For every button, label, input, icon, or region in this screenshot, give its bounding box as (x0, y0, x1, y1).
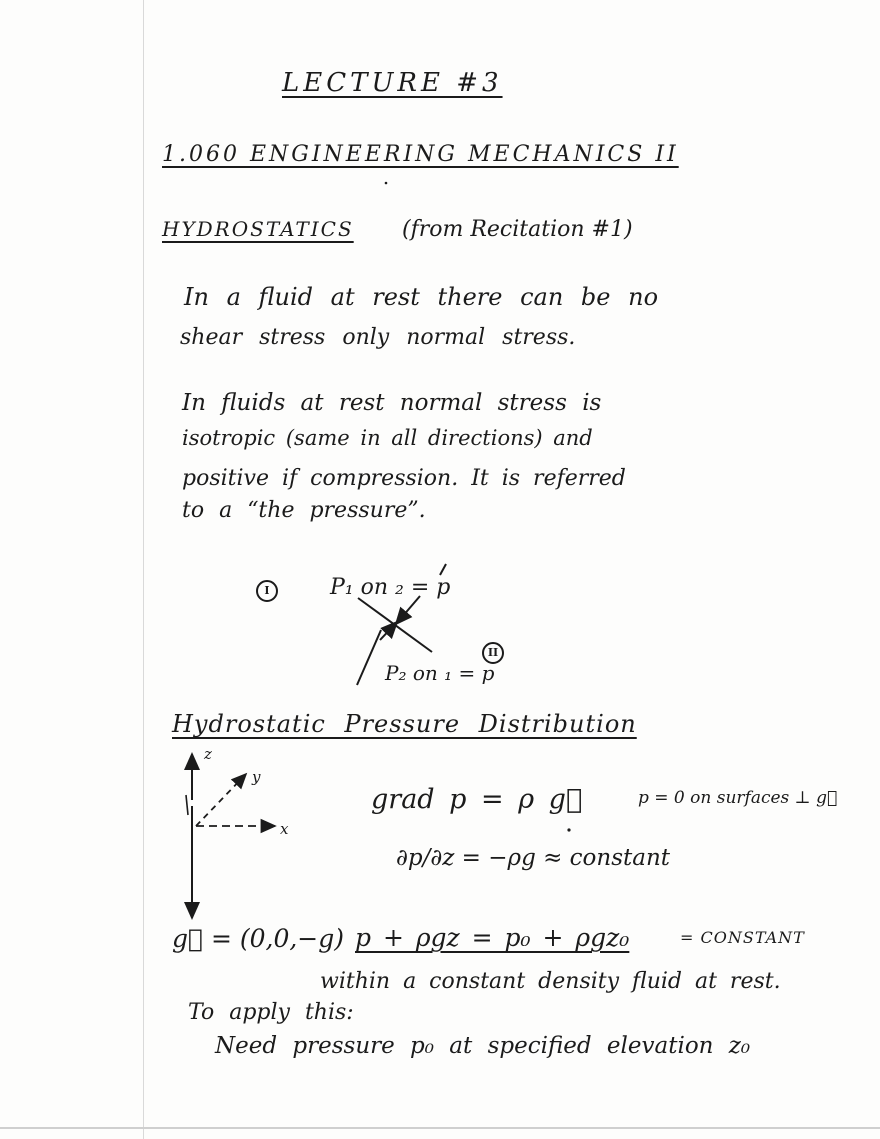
within-note: within a constant density fluid at rest. (320, 969, 781, 994)
force-label-b: P₂ on ₁ = p (385, 661, 495, 685)
region-marker-2: II (482, 642, 504, 664)
axis-x-label: x (280, 820, 289, 838)
para2-line3: positive if compression. It is referred (182, 466, 626, 491)
force-arrow-up (380, 622, 397, 640)
hydrostatic-equation: p + ρgz = p₀ + ρgz₀ (355, 923, 630, 952)
surface-note: p = 0 on surfaces ⊥ g⃗ (638, 788, 838, 808)
apply-heading: To apply this: (188, 1000, 354, 1025)
force-label-a: P₁ on ₂ = p (330, 575, 451, 600)
gravity-vector: g⃗ = (0,0,−g) (172, 924, 345, 953)
need-line: Need pressure p₀ at specified elevation z₀ (215, 1033, 751, 1059)
force-arrow-down (396, 596, 420, 624)
para2-line1: In fluids at rest normal stress is (182, 390, 602, 416)
para2-line4: to a “the pressure”. (182, 498, 426, 523)
derivative-equation: ∂p/∂z = −ρg ≈ constant (396, 845, 671, 871)
lecture-title: LECTURE #3 (282, 68, 503, 98)
section-heading: Hydrostatic Pressure Distribution (172, 710, 637, 738)
para1-line2: shear stress only normal stress. (180, 325, 576, 350)
para2-line2: isotropic (same in all directions) and (182, 426, 593, 450)
para1-line1: In a fluid at rest there can be no (184, 283, 659, 311)
y-axis-arrow (196, 774, 246, 826)
grad-equation: grad p = ρ g⃗ (371, 784, 583, 815)
z-axis-tick (186, 795, 188, 815)
grad-dot (567, 828, 570, 831)
interface-line-lower (357, 630, 381, 685)
course-dot (385, 182, 388, 185)
axis-z-label: z (204, 745, 212, 763)
axis-y-label: y (252, 768, 261, 786)
equation-constant: = CONSTANT (680, 928, 805, 947)
topic-note: (from Recitation #1) (402, 217, 633, 242)
topic-heading: HYDROSTATICS (162, 217, 354, 241)
course-title: 1.060 ENGINEERING MECHANICS II (162, 142, 679, 167)
interface-line-upper (440, 564, 446, 575)
region-marker-1: I (256, 580, 278, 602)
